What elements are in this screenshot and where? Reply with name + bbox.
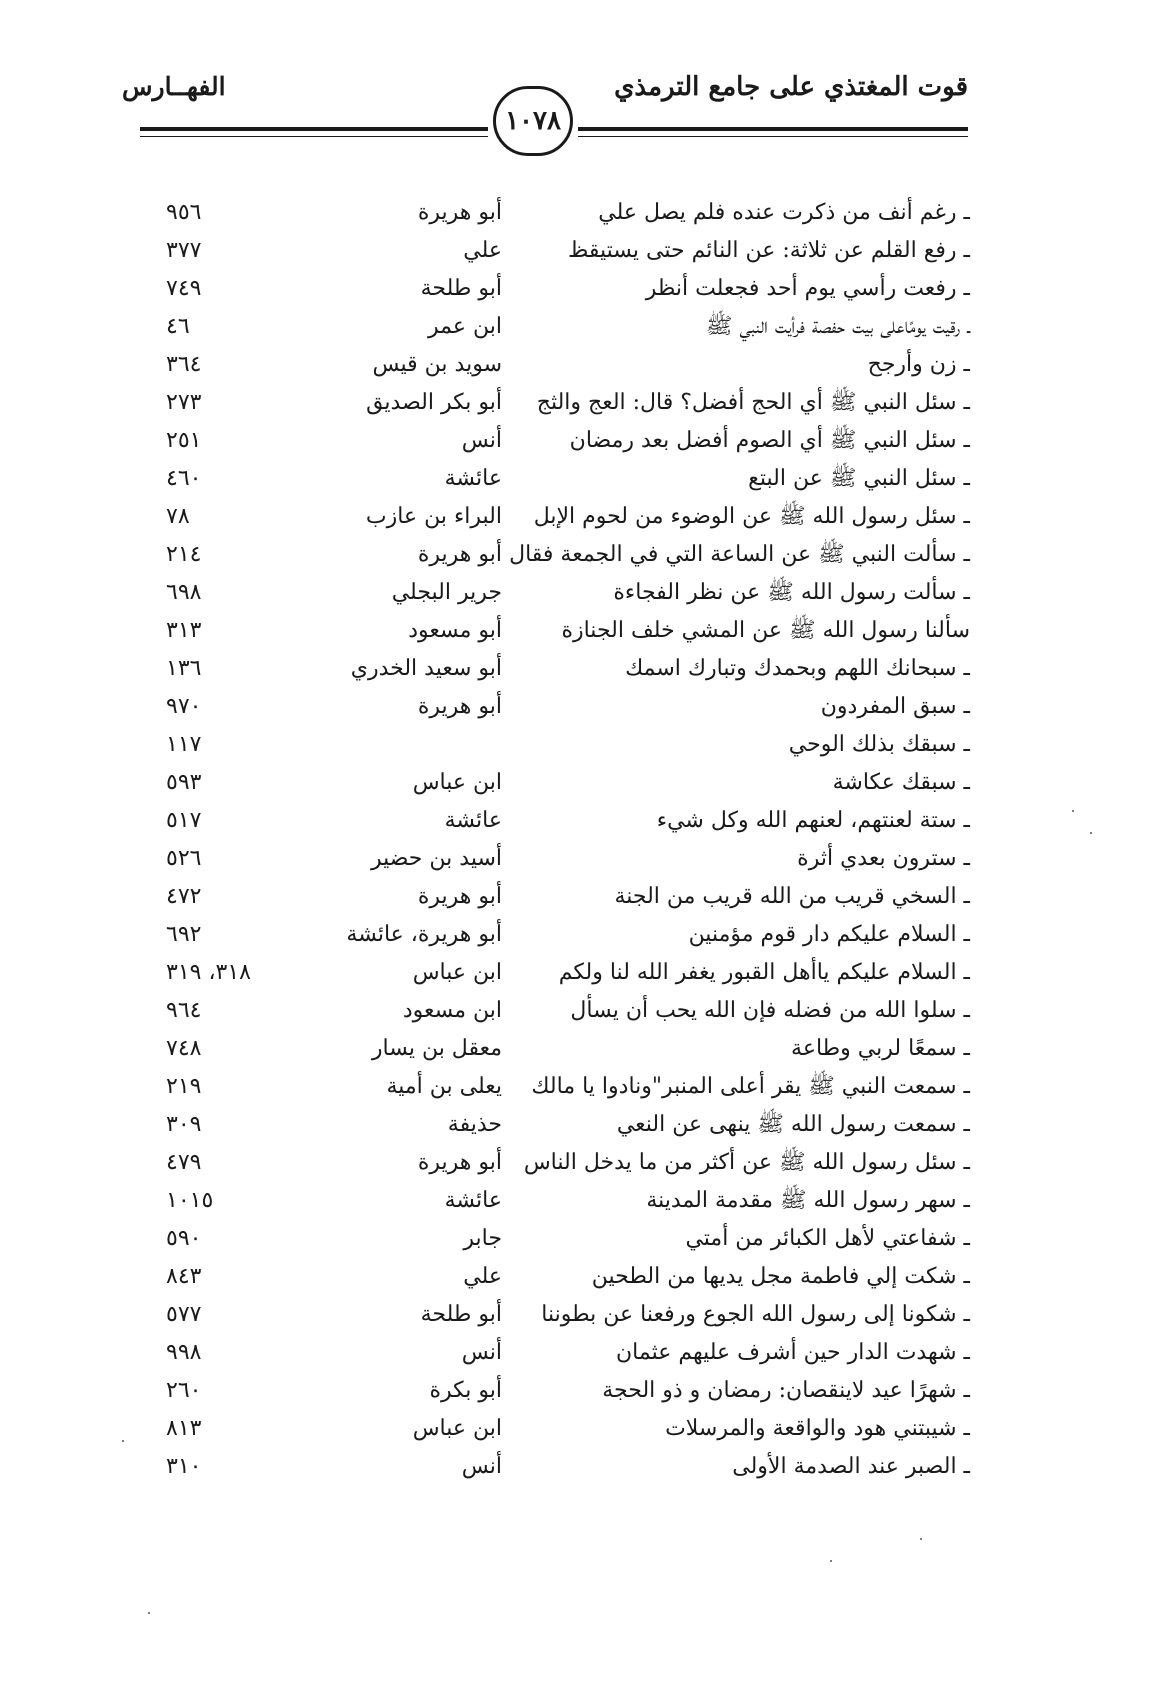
hadith-text: ـ رقيت يومًاعلى بيت حفصة فرأيت النبي ﷺ (705, 314, 970, 339)
hadith-text: ـ السخي قريب من الله قريب من الجنة (614, 884, 970, 909)
hadith-text: ـ سلوا الله من فضله فإن الله يحب أن يسأل (570, 998, 970, 1023)
index-entry (0, 840, 1154, 878)
page-reference: ٦٩٢ (166, 922, 202, 947)
index-entry (0, 764, 1154, 802)
hadith-text: ـ سئل النبي ﷺ أي الصوم أفضل بعد رمضان (569, 428, 970, 453)
narrator-name: ابن عمر (428, 314, 502, 339)
hadith-text: ـ شهدت الدار حين أشرف عليهم عثمان (616, 1340, 970, 1365)
hadith-text: ـ زن وأرجح (867, 352, 970, 377)
scan-speck (1090, 832, 1092, 834)
hadith-text: ـ شهرًا عيد لاينقصان: رمضان و ذو الحجة (602, 1378, 970, 1403)
hadith-text: ـ سبق المفردون (820, 694, 970, 719)
narrator-name: أنس (461, 428, 502, 453)
index-entry (0, 726, 1154, 764)
page-reference: ٤٧٩ (166, 1150, 202, 1175)
page-reference: ٩٩٨ (166, 1340, 202, 1365)
hadith-text: ـ سألت رسول الله ﷺ عن نظر الفجاءة (613, 580, 970, 605)
hadith-text: ـ سئل رسول الله ﷺ عن الوضوء من لحوم الإبل (533, 504, 970, 529)
page-reference: ٩٧٠ (166, 694, 202, 719)
index-entry (0, 346, 1154, 384)
page-reference: ٢٧٣ (166, 390, 202, 415)
index-entry (0, 1144, 1154, 1182)
narrator-name: أبو هريرة (417, 1150, 502, 1175)
page-reference: ٧٨ (166, 504, 190, 529)
narrator-name: ابن عباس (412, 770, 502, 795)
hadith-text: ـ رغم أنف من ذكرت عنده فلم يصل علي (598, 200, 970, 225)
hadith-text: ـ سمعت رسول الله ﷺ ينهى عن النعي (616, 1112, 970, 1137)
narrator-name: أبو مسعود (408, 618, 502, 643)
hadith-text: ـ رفع القلم عن ثلاثة: عن النائم حتى يستيقظ (568, 238, 970, 263)
narrator-name: حذيفة (447, 1112, 502, 1137)
page-reference: ٣٧٧ (166, 238, 202, 263)
page-reference: ٣١٨، ٣١٩ (166, 960, 251, 985)
narrator-name: أنس (461, 1340, 502, 1365)
narrator-name: أبو طلحة (420, 276, 502, 301)
index-entry (0, 650, 1154, 688)
index-entry (0, 1220, 1154, 1258)
index-entry (0, 878, 1154, 916)
page-number-badge (493, 86, 573, 156)
scan-speck (1072, 810, 1074, 812)
narrator-name: البراء بن عازب (365, 504, 502, 529)
index-entry (0, 954, 1154, 992)
hadith-text: ـ السلام عليكم ياأهل القبور يغفر الله لنا ولكم (558, 960, 970, 985)
index-entry (0, 1334, 1154, 1372)
narrator-name: أبو هريرة (417, 200, 502, 225)
narrator-name: جرير البجلي (391, 580, 502, 605)
page-reference: ٥٧٧ (166, 1302, 202, 1327)
narrator-name: أبو بكرة (429, 1378, 502, 1403)
page-reference: ٢٦٠ (166, 1378, 202, 1403)
hadith-text: ـ شفاعتي لأهل الكبائر من أمتي (685, 1226, 970, 1251)
scan-speck (920, 1538, 922, 1540)
scan-speck (122, 1440, 124, 1442)
hadith-text: ـ ستة لعنتهم، لعنهم الله وكل شيء (656, 808, 970, 833)
page-reference: ٨١٣ (166, 1416, 202, 1441)
hadith-text: ـ سئل النبي ﷺ أي الحج أفضل؟ قال: العج والثج (536, 390, 970, 415)
hadith-text: ـ سألت النبي ﷺ عن الساعة التي في الجمعة فقال (509, 542, 970, 567)
narrator-name: أبو هريرة (417, 884, 502, 909)
index-entry (0, 1448, 1154, 1486)
index-entry (0, 232, 1154, 270)
page-reference: ٣١٠ (166, 1454, 202, 1479)
narrator-name: عائشة (444, 1188, 502, 1213)
narrator-name: علي (463, 238, 502, 263)
narrator-name: أبو هريرة (417, 694, 502, 719)
hadith-text: ـ سترون بعدي أثرة (797, 846, 970, 871)
index-entry (0, 1030, 1154, 1068)
book-title: قوت المغتذي على جامع الترمذي (614, 72, 968, 102)
page-reference: ٢٥١ (166, 428, 202, 453)
index-entry (0, 612, 1154, 650)
scan-speck (148, 1612, 150, 1614)
narrator-name: ابن عباس (412, 1416, 502, 1441)
hadith-text: ـ سبقك بذلك الوحي (788, 732, 970, 757)
hadith-text: ـ سئل النبي ﷺ عن البتع (748, 466, 970, 491)
index-entry (0, 308, 1154, 346)
hadith-text: ـ سهر رسول الله ﷺ مقدمة المدينة (646, 1188, 970, 1213)
page-reference: ٢١٤ (166, 542, 202, 567)
page-reference: ٩٥٦ (166, 200, 202, 225)
page-reference: ٩٦٤ (166, 998, 202, 1023)
index-entry (0, 498, 1154, 536)
narrator-name: أبو سعيد الخدري (350, 656, 502, 681)
index-entry (0, 1410, 1154, 1448)
narrator-name: أسيد بن حضير (370, 846, 502, 871)
header-rule-right-thick (578, 127, 968, 131)
index-entry (0, 194, 1154, 232)
index-entry (0, 460, 1154, 498)
index-entry (0, 1068, 1154, 1106)
page-reference: ٧٤٩ (166, 276, 202, 301)
page-reference: ٢١٩ (166, 1074, 202, 1099)
index-entry (0, 1372, 1154, 1410)
page-reference: ٤٧٢ (166, 884, 202, 909)
page-reference: ٤٦ (166, 314, 190, 339)
narrator-name: أنس (461, 1454, 502, 1479)
page-number: ١٠٧٨ (505, 106, 561, 136)
hadith-text: ـ سبحانك اللهم وبحمدك وتبارك اسمك (625, 656, 970, 681)
narrator-name: ابن عباس (412, 960, 502, 985)
narrator-name: يعلى بن أمية (386, 1074, 502, 1099)
narrator-name: أبو هريرة (417, 542, 502, 567)
hadith-text: ـ السلام عليكم دار قوم مؤمنين (688, 922, 970, 947)
narrator-name: ابن مسعود (402, 998, 502, 1023)
page-reference: ٤٦٠ (166, 466, 202, 491)
index-entry (0, 574, 1154, 612)
section-title: الفهــارس (122, 72, 226, 101)
scan-speck (830, 1560, 832, 1562)
narrator-name: سويد بن قيس (372, 352, 502, 377)
narrator-name: جابر (463, 1226, 502, 1251)
page-reference: ٥٩٣ (166, 770, 202, 795)
page-reference: ١١٧ (166, 732, 202, 757)
page-reference: ٨٤٣ (166, 1264, 202, 1289)
narrator-name: عائشة (444, 808, 502, 833)
page-reference: ٣٦٤ (166, 352, 202, 377)
index-entry (0, 536, 1154, 574)
index-entry (0, 270, 1154, 308)
page-reference: ١٣٦ (166, 656, 202, 681)
hadith-text: ـ سمعًا لربي وطاعة (791, 1036, 970, 1061)
hadith-text: ـ شكونا إلى رسول الله الجوع ورفعنا عن بطوننا (541, 1302, 970, 1327)
index-entry (0, 384, 1154, 422)
page-reference: ٣١٣ (166, 618, 202, 643)
index-entry (0, 1182, 1154, 1220)
page-reference: ٥٢٦ (166, 846, 202, 871)
header-rule-right-thin (578, 136, 968, 137)
index-entry (0, 916, 1154, 954)
hadith-text: ـ سمعت النبي ﷺ يقر أعلى المنبر"ونادوا يا مالك (531, 1074, 970, 1099)
narrator-name: علي (463, 1264, 502, 1289)
index-entry (0, 992, 1154, 1030)
hadith-text: ـ شكت إلي فاطمة مجل يديها من الطحين (591, 1264, 970, 1289)
index-entry (0, 1258, 1154, 1296)
hadith-text: ـ شيبتني هود والواقعة والمرسلات (665, 1416, 970, 1441)
page-reference: ٧٤٨ (166, 1036, 202, 1061)
index-entry (0, 422, 1154, 460)
header-rule-left-thin (140, 136, 488, 137)
page-reference: ٥١٧ (166, 808, 202, 833)
page-reference: ١٠١٥ (166, 1188, 214, 1213)
hadith-index-list (0, 194, 1154, 1486)
index-entry (0, 1106, 1154, 1144)
hadith-text: ـ الصبر عند الصدمة الأولى (732, 1454, 970, 1479)
narrator-name: أبو بكر الصديق (366, 390, 502, 415)
header-rule-left-thick (140, 127, 488, 131)
hadith-text: ـ سئل رسول الله ﷺ عن أكثر من ما يدخل الناس (523, 1150, 970, 1175)
index-entry (0, 802, 1154, 840)
index-entry (0, 1296, 1154, 1334)
narrator-name: معقل بن يسار (371, 1036, 502, 1061)
page-reference: ٣٠٩ (166, 1112, 202, 1137)
index-entry (0, 688, 1154, 726)
hadith-text: ـ سبقك عكاشة (832, 770, 970, 795)
narrator-name: عائشة (444, 466, 502, 491)
narrator-name: أبو هريرة، عائشة (346, 922, 502, 947)
page-reference: ٦٩٨ (166, 580, 202, 605)
page-reference: ٥٩٠ (166, 1226, 202, 1251)
hadith-text: ـ رفعت رأسي يوم أحد فجعلت أنظر (645, 276, 970, 301)
hadith-text: سألنا رسول الله ﷺ عن المشي خلف الجنازة (561, 618, 970, 643)
narrator-name: أبو طلحة (420, 1302, 502, 1327)
